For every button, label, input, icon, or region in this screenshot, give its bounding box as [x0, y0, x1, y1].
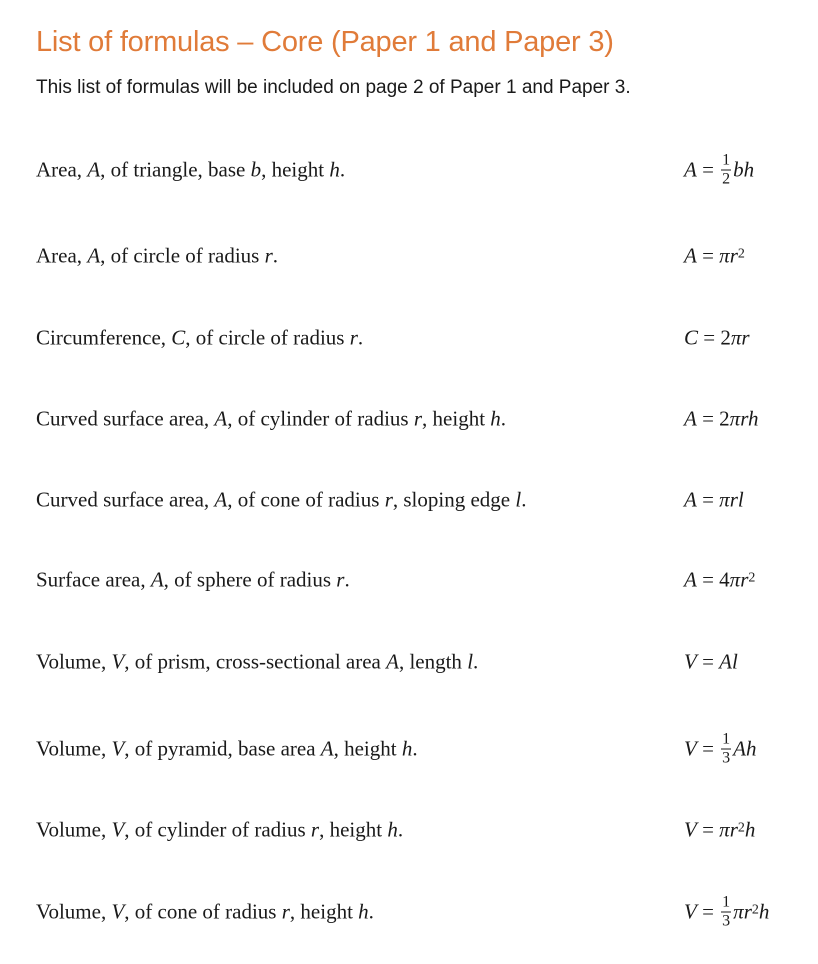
- formula-description: [36, 900, 374, 925]
- variable: A: [320, 736, 334, 761]
- formula-row: [36, 394, 784, 444]
- formula-term: πrl: [719, 487, 744, 512]
- formula-expression: [684, 650, 738, 675]
- fraction: [721, 895, 731, 930]
- variable: A: [87, 157, 101, 182]
- variable: r: [413, 406, 423, 431]
- fraction-numerator: 1: [722, 730, 731, 748]
- formula-term: Al: [719, 649, 738, 674]
- formula-operator: =: [696, 157, 720, 182]
- description-text: , height: [261, 157, 330, 182]
- fraction: [721, 732, 731, 767]
- variable: h: [387, 817, 398, 842]
- exponent: 2: [737, 820, 745, 835]
- formula-term: πr: [719, 817, 738, 842]
- exponent: 2: [748, 570, 756, 585]
- description-text: , of circle of radius: [185, 325, 350, 350]
- description-text: .: [500, 406, 507, 431]
- formula-term: πr: [730, 325, 750, 350]
- variable: A: [150, 567, 164, 592]
- formula-expression: [684, 895, 769, 930]
- formula-term: πr: [729, 567, 749, 592]
- variable: l: [467, 649, 474, 674]
- fraction: [721, 153, 731, 188]
- description-text: , sloping edge: [392, 487, 516, 512]
- description-text: Area,: [36, 243, 88, 268]
- formula-row: [36, 475, 784, 525]
- formula-term: bh: [733, 157, 755, 182]
- formula-operator: =: [696, 649, 720, 674]
- formula-description: [36, 488, 526, 513]
- variable: V: [111, 649, 125, 674]
- formula-term: V: [684, 736, 697, 761]
- variable: A: [386, 649, 399, 674]
- formula-description: [36, 568, 350, 593]
- variable: b: [250, 157, 262, 182]
- formula-term: C: [684, 325, 699, 350]
- description-text: .: [344, 567, 350, 592]
- formula-term: A: [684, 567, 697, 592]
- formula-operator: =: [696, 736, 720, 761]
- description-text: , length: [398, 649, 468, 674]
- formula-term: πrh: [729, 406, 759, 431]
- formula-term: V: [684, 817, 697, 842]
- fraction-numerator: 1: [722, 151, 731, 169]
- description-text: , height: [289, 899, 359, 924]
- variable: A: [87, 243, 101, 268]
- formula-term: h: [744, 817, 756, 842]
- formula-description: [36, 244, 278, 269]
- variable: h: [358, 899, 369, 924]
- formula-operator: = 4: [696, 567, 730, 592]
- description-text: , of prism, cross-sectional area: [124, 649, 387, 674]
- formula-expression: [684, 153, 754, 188]
- variable: h: [401, 736, 413, 761]
- formula-term: V: [684, 899, 697, 924]
- fraction-denominator: 2: [722, 170, 731, 188]
- formula-description: [36, 737, 418, 762]
- variable: V: [111, 817, 125, 842]
- page-title: List of formulas – Core (Paper 1 and Paper 3): [36, 26, 614, 58]
- formula-expression: [684, 568, 755, 593]
- formula-description: [36, 158, 345, 183]
- description-text: .: [521, 487, 527, 512]
- description-text: Volume,: [36, 736, 112, 761]
- description-text: .: [357, 325, 364, 350]
- formula-term: V: [684, 649, 697, 674]
- variable: V: [111, 736, 125, 761]
- description-text: , of triangle, base: [100, 157, 251, 182]
- formula-term: Ah: [733, 736, 757, 761]
- page-subtitle: This list of formulas will be included on page 2 of Paper 1 and Paper 3.: [36, 77, 631, 98]
- formula-term: πr: [733, 899, 752, 924]
- formula-row: [36, 637, 784, 687]
- formula-row: [36, 805, 784, 855]
- description-text: , height: [422, 406, 491, 431]
- formula-term: h: [758, 899, 770, 924]
- description-text: , of sphere of radius: [163, 567, 337, 592]
- formula-operator: = 2: [698, 325, 731, 350]
- description-text: , of cone of radius: [124, 899, 282, 924]
- variable: r: [264, 243, 273, 268]
- description-text: , of cone of radius: [227, 487, 385, 512]
- description-text: Volume,: [36, 899, 112, 924]
- formula-description: [36, 326, 363, 351]
- variable: h: [490, 406, 501, 431]
- formula-expression: [684, 326, 750, 351]
- formula-term: πr: [719, 243, 738, 268]
- description-text: Area,: [36, 157, 88, 182]
- description-text: .: [339, 157, 346, 182]
- formula-operator: =: [696, 487, 720, 512]
- formula-row: [36, 231, 784, 281]
- exponent: 2: [737, 246, 745, 261]
- description-text: Circumference,: [36, 325, 172, 350]
- formula-description: [36, 818, 403, 843]
- formula-term: A: [684, 406, 697, 431]
- description-text: .: [473, 649, 479, 674]
- formula-description: [36, 407, 506, 432]
- description-text: .: [272, 243, 279, 268]
- variable: C: [171, 325, 186, 350]
- formula-term: A: [684, 243, 697, 268]
- description-text: , of cylinder of radius: [227, 406, 414, 431]
- description-text: Curved surface area,: [36, 406, 215, 431]
- variable: A: [214, 487, 228, 512]
- description-text: , height: [333, 736, 402, 761]
- formula-term: A: [684, 157, 697, 182]
- description-text: .: [397, 817, 404, 842]
- variable: r: [281, 899, 290, 924]
- fraction-denominator: 3: [722, 749, 731, 767]
- exponent: 2: [751, 902, 759, 917]
- description-text: Volume,: [36, 817, 112, 842]
- description-text: Volume,: [36, 649, 112, 674]
- description-text: , height: [319, 817, 388, 842]
- description-text: Surface area,: [36, 567, 151, 592]
- formula-row: [36, 145, 784, 195]
- formula-operator: =: [696, 817, 720, 842]
- formula-row: [36, 724, 784, 774]
- description-text: Curved surface area,: [36, 487, 215, 512]
- variable: r: [336, 567, 345, 592]
- formula-row: [36, 555, 784, 605]
- formula-expression: [684, 488, 744, 513]
- formula-expression: [684, 407, 759, 432]
- description-text: , of circle of radius: [100, 243, 265, 268]
- formula-term: A: [684, 487, 697, 512]
- description-text: , of pyramid, base area: [124, 736, 321, 761]
- formula-operator: =: [696, 243, 720, 268]
- description-text: .: [412, 736, 418, 761]
- variable: r: [349, 325, 358, 350]
- formula-operator: =: [696, 899, 720, 924]
- formula-expression: [684, 818, 755, 843]
- fraction-denominator: 3: [722, 912, 731, 930]
- variable: l: [515, 487, 522, 512]
- description-text: .: [368, 899, 374, 924]
- fraction-numerator: 1: [722, 893, 731, 911]
- variable: r: [310, 817, 320, 842]
- variable: r: [384, 487, 393, 512]
- variable: V: [111, 899, 125, 924]
- formula-row: [36, 313, 784, 363]
- formula-row: [36, 887, 784, 937]
- variable: h: [329, 157, 340, 182]
- formula-description: [36, 650, 478, 675]
- description-text: , of cylinder of radius: [124, 817, 311, 842]
- formula-expression: [684, 244, 745, 269]
- formula-operator: = 2: [696, 406, 730, 431]
- formula-expression: [684, 732, 757, 767]
- variable: A: [214, 406, 228, 431]
